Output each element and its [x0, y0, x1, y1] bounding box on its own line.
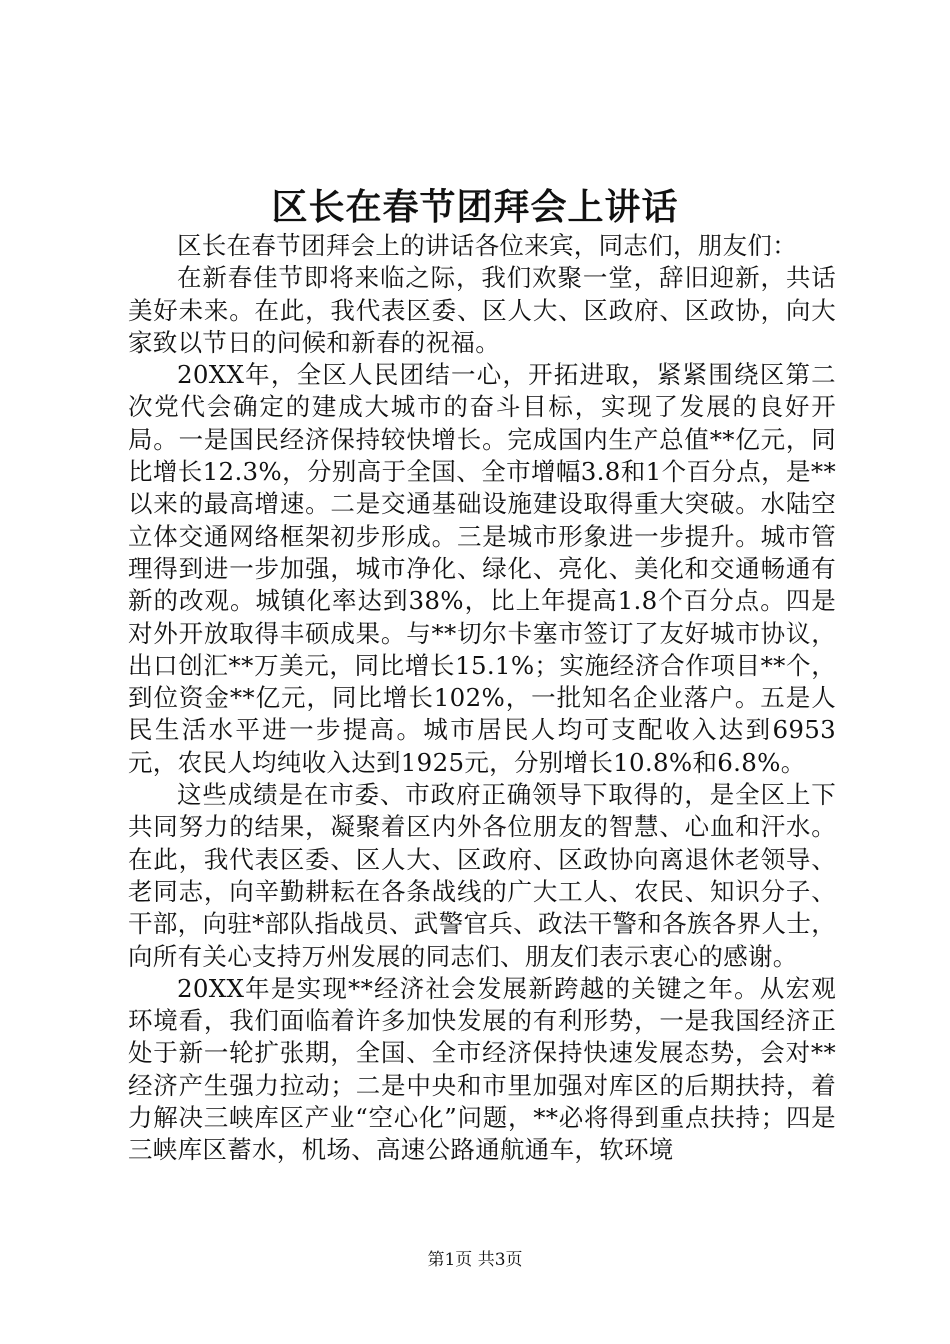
document-title: 区长在春节团拜会上讲话: [271, 186, 679, 228]
paragraph-achievements: 20XX年，全区人民团结一心，开拓进取，紧紧围绕区第二次党代会确定的建成大城市的奋斗目标，实现了发展的良好开局。一是国民经济保持较快增长。完成国内生产总值**亿元，同比增长12.3%，分别高于全国、全市增幅3.8和1个百分点，是**以来的最高增速。二是交通基础设施建设取得重大突破。水陆空立体交通网络框架初步形成。三是城市形象进一步提升。城市管理得到进一步加强，城市净化、绿化、亮化、美化和交通畅通有新的改观。城镇化率达到38%，比上年提高1.8个百分点。四是对外开放取得丰硕成果。与**切尔卡塞市签订了友好城市协议，出口创汇**万美元，同比增长15.1%；实施经济合作项目**个，到位资金**亿元，同比增长102%，一批知名企业落户。五是人民生活水平进一步提高。城市居民人均可支配收入达到6953元，农民人均纯收入达到1925元，分别增长10.8%和6.8%。: [128, 360, 836, 777]
paragraph-greeting: 区长在春节团拜会上的讲话各位来宾，同志们，朋友们：: [177, 231, 797, 260]
paragraph-thanks: 这些成绩是在市委、市政府正确领导下取得的，是全区上下共同努力的结果，凝聚着区内外各位朋友的智慧、心血和汗水。在此，我代表区委、区人大、区政府、区政协向离退休老领导、老同志，向辛勤耕耘在各条战线的广大工人、农民、知识分子、干部，向驻*部队指战员、武警官兵、政法干警和各族各界人士，向所有关心支持万州发展的同志们、朋友们表示衷心的感谢。: [128, 780, 836, 971]
page-footer: 第1页 共3页: [427, 1250, 523, 1270]
paragraph-opening: 在新春佳节即将来临之际，我们欢聚一堂，辞旧迎新，共话美好未来。在此，我代表区委、区人大、区政府、区政协，向大家致以节日的问候和新春的祝福。: [128, 263, 836, 357]
paragraph-outlook: 20XX年是实现**经济社会发展新跨越的关键之年。从宏观环境看，我们面临着许多加快发展的有利形势，一是我国经济正处于新一轮扩张期，全国、全市经济保持快速发展态势，会对**经济产生强力拉动；二是中央和市里加强对库区的后期扶持，着力解决三峡库区产业“空心化”问题，**必将得到重点扶持；四是三峡库区蓄水，机场、高速公路通航通车，软环境: [128, 973, 836, 1165]
document-body: [128, 230, 836, 1167]
